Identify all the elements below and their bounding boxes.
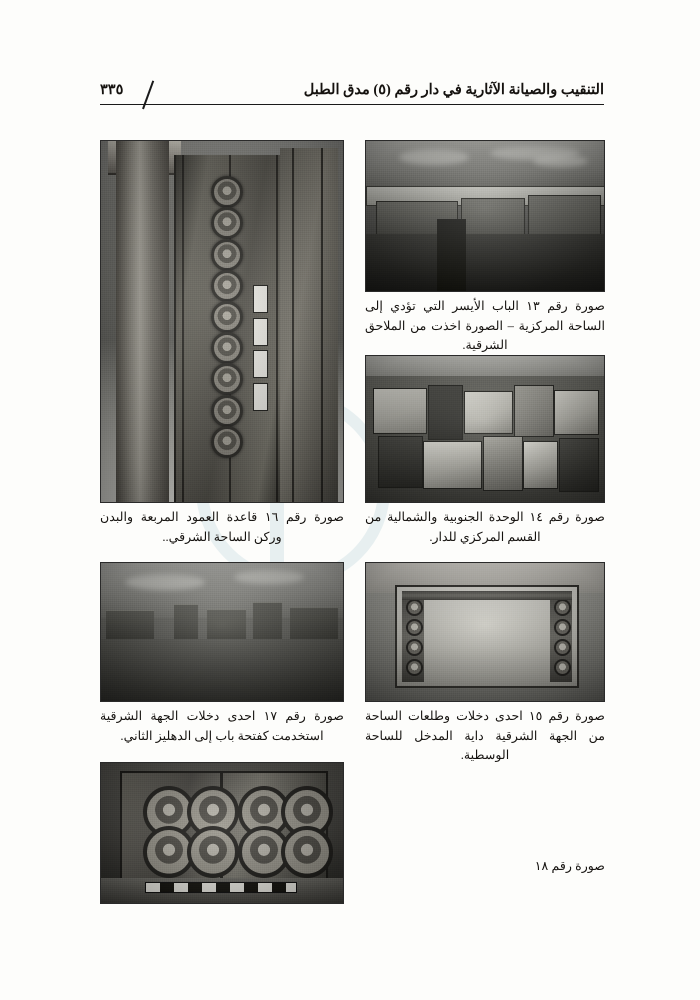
figure-14-caption: صورة رقم ١٤ الوحدة الجنوبية والشمالية من القسم المركزي للدار. [365, 510, 605, 544]
figure-17-caption: صورة رقم ١٧ احدى دخلات الجهة الشرقية استخدمت كفتحة باب إلى الدهليز الثاني. [100, 709, 344, 743]
figure-16 [100, 140, 344, 547]
figure-15-caption: صورة رقم ١٥ احدى دخلات وطلعات الساحة من الجهة الشرقية داية المدخل للساحة الوسطية. [365, 709, 605, 763]
photo-vignette [101, 763, 343, 903]
figure-14 [365, 355, 605, 547]
photo-vignette [366, 356, 604, 502]
photo-vignette [366, 141, 604, 291]
figure-18-caption: صورة رقم ١٨ [534, 859, 605, 873]
photo-vignette [101, 141, 343, 502]
figure-14-image [365, 355, 605, 503]
figure-18-image [100, 762, 344, 904]
figure-16-image [100, 140, 344, 503]
figure-16-caption: صورة رقم ١٦ قاعدة العمود المربعة والبدن وركن الساحة الشرقي.. [100, 510, 344, 544]
page-title: التنقيب والصيانة الآثارية في دار رقم (٥) مدق الطبل [303, 82, 604, 98]
figure-13-image [365, 140, 605, 292]
figure-13-caption: صورة رقم ١٣ الباب الأيسر التي تؤدي إلى الساحة المركزية – الصورة اخذت من الملاحق الشرقية. [365, 299, 605, 353]
figure-17 [100, 562, 344, 746]
figure-17-image [100, 562, 344, 702]
photo-vignette [101, 563, 343, 701]
figure-15 [365, 562, 605, 766]
figure-18-caption-wrap [365, 852, 605, 877]
page-number: ٣٣٥ [100, 82, 124, 98]
page-header [100, 82, 604, 116]
figure-18 [100, 762, 344, 904]
header-divider [100, 104, 604, 105]
photo-vignette [366, 563, 604, 701]
figure-13 [365, 140, 605, 356]
figure-15-image [365, 562, 605, 702]
